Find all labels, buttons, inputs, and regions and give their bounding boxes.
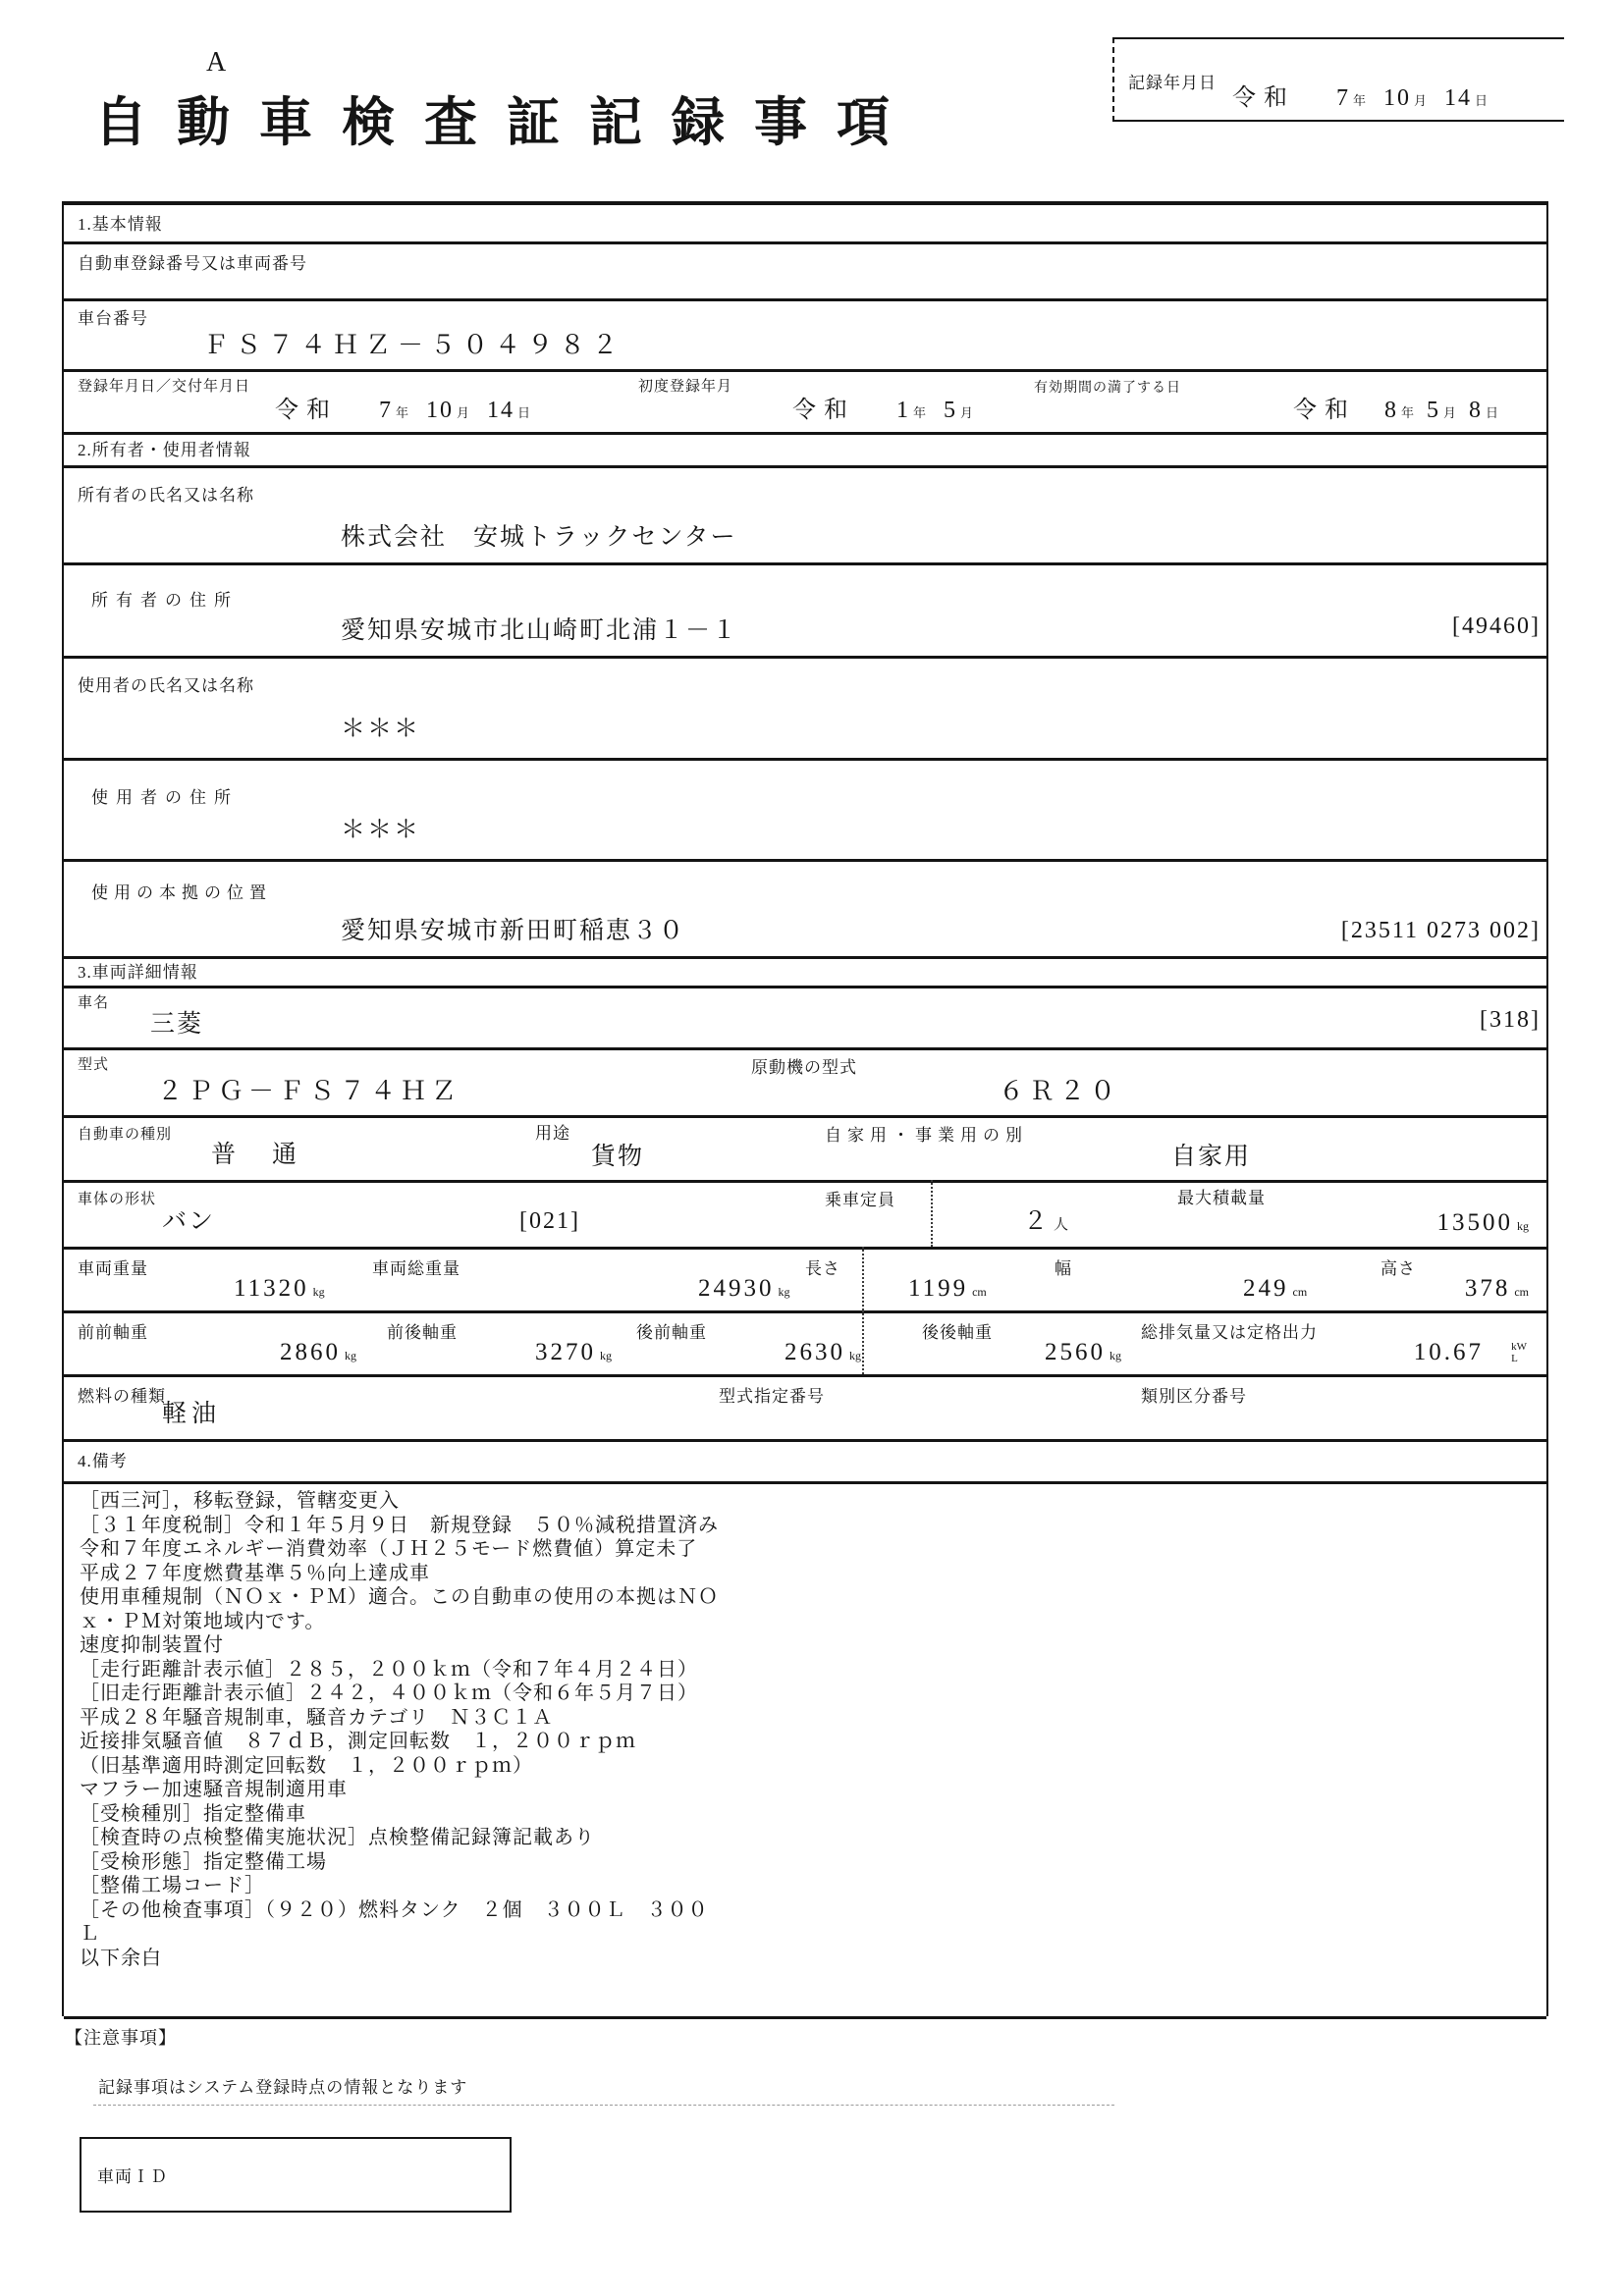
record-day: 14: [1444, 85, 1473, 111]
engine-model-value: ６Ｒ２０: [999, 1077, 1121, 1105]
row-fuel-type: [64, 1374, 1546, 1442]
height-label: 高さ: [1380, 1259, 1416, 1278]
remark-line: ［検査時の点検整備実施状況］点検整備記録簿記載あり: [80, 1827, 595, 1848]
year-unit: 年: [1353, 93, 1367, 108]
fuel-type-value: 軽油: [162, 1401, 222, 1427]
user-name-value: ＊＊＊: [341, 716, 421, 742]
record-month: 10: [1383, 85, 1412, 111]
axle-front-front-value: 2860 kg: [280, 1339, 356, 1365]
kg-unit: kg: [312, 1285, 325, 1299]
row-base-location: [64, 859, 1546, 959]
capacity-label: 乗車定員: [825, 1191, 895, 1209]
axle-front-rear-value: 3270 kg: [535, 1339, 612, 1365]
remark-line: 令和７年度エネルギー消費効率（ＪＨ２５モード燃費値）算定未了: [80, 1538, 698, 1560]
first-registration-label: 初度登録年月: [638, 379, 733, 395]
kg-unit: kg: [1110, 1349, 1121, 1362]
section1-title: 1.基本情報: [78, 215, 163, 234]
vehicle-id-label: 車両ＩＤ: [97, 2167, 168, 2186]
day-unit: 日: [1486, 405, 1499, 420]
axle-rear-front-value: 2630 kg: [785, 1339, 861, 1365]
remark-line: ｘ・ＰＭ対策地域内です。: [80, 1610, 326, 1632]
first-reg-year: 1: [896, 398, 910, 423]
remark-line: ［走行距離計表示値］２８５，２００ｋｍ（令和７年４月２４日）: [80, 1658, 698, 1681]
use-label: 用途: [535, 1124, 570, 1143]
axle-front-rear-label: 前後軸重: [387, 1323, 458, 1342]
vehicle-name-code: [318]: [1480, 1007, 1541, 1033]
owner-address-value: 愛知県安城市北山崎町北浦１－１: [341, 617, 739, 644]
row-owner-address: [64, 562, 1546, 659]
day-unit: 日: [1475, 93, 1489, 108]
remarks-text: [80, 1489, 719, 1970]
page-corner-mark: A: [206, 47, 227, 78]
expiry-date-label: 有効期間の満了する日: [1034, 381, 1181, 396]
remark-line: ［整備工場コード］: [80, 1875, 265, 1896]
private-business-label: 自家用・事業用の別: [825, 1126, 1028, 1145]
remark-line: マフラー加速騒音規制適用車: [80, 1779, 348, 1800]
cm-unit: cm: [1292, 1285, 1308, 1299]
section3-title: 3.車両詳細情報: [78, 963, 198, 982]
axle-rear-front-label: 後前軸重: [636, 1323, 707, 1342]
vehicle-name-label: 車名: [78, 995, 110, 1011]
type-approval-label: 型式指定番号: [719, 1387, 825, 1406]
length-value: 1199 cm: [908, 1275, 987, 1302]
width-value: 249 cm: [1243, 1275, 1308, 1302]
scan-artifact-line: [93, 2105, 1114, 2106]
remark-line: 使用車種規制（ＮＯｘ・ＰＭ）適合。この自動車の使用の本拠はＮＯ: [80, 1586, 719, 1608]
section4-title: 4.備考: [78, 1452, 128, 1470]
model-label: 型式: [78, 1057, 110, 1073]
reg-month: 10: [426, 398, 455, 423]
remark-line: 近接排気騒音値 ８７ｄＢ，測定回転数 １，２００ｒｐｍ: [80, 1731, 636, 1752]
kg-unit: kg: [600, 1349, 612, 1362]
row-category-use: [64, 1115, 1546, 1183]
row-owner-name: [64, 465, 1546, 565]
remark-line: Ｌ: [80, 1923, 100, 1945]
month-unit: 月: [960, 405, 974, 420]
year-unit: 年: [913, 405, 927, 420]
remarks-box: [64, 1481, 1546, 2019]
record-date-label: 記録年月日: [1128, 74, 1217, 92]
capacity-value: ２ 人: [1023, 1208, 1069, 1235]
section-header-vehicle: [64, 956, 1546, 988]
month-unit: 月: [457, 405, 470, 420]
dotted-separator: [862, 1310, 864, 1374]
base-location-code: [23511 0273 002]: [1340, 918, 1541, 943]
expiry-date-value: [1293, 390, 1498, 424]
kg-unit: kg: [345, 1349, 356, 1362]
body-shape-label: 車体の形状: [78, 1192, 157, 1207]
max-load-value: 13500 kg: [1436, 1209, 1529, 1236]
fuel-type-label: 燃料の種類: [78, 1387, 166, 1406]
remark-line: ［受検種別］指定整備車: [80, 1802, 306, 1825]
cm-unit: cm: [972, 1285, 987, 1299]
user-address-label: 使用者の住所: [91, 788, 239, 807]
record-table: [62, 201, 1548, 2016]
cm-unit: cm: [1514, 1285, 1529, 1299]
record-date-value: [1232, 78, 1488, 112]
kg-unit: kg: [849, 1349, 861, 1362]
kw-liter-unit: kW L: [1511, 1340, 1527, 1364]
vehicle-category-label: 自動車の種別: [78, 1127, 173, 1143]
model-value: ２ＰＧ－ＦＳ７４ＨＺ: [157, 1077, 462, 1105]
first-registration-value: [792, 390, 973, 424]
vehicle-id-box: [80, 2137, 512, 2213]
displacement-label: 総排気量又は定格出力: [1141, 1323, 1318, 1342]
remark-line: ［その他検査事項］（９２０）燃料タンク ２個 ３００Ｌ ３００: [80, 1898, 709, 1921]
base-location-value: 愛知県安城市新田町稲恵３０: [341, 918, 686, 944]
base-location-label: 使用の本拠の位置: [91, 883, 272, 902]
persons-unit: 人: [1054, 1217, 1069, 1233]
row-registration-dates: [64, 369, 1546, 435]
dotted-separator: [862, 1247, 864, 1310]
vehicle-weight-label: 車両重量: [78, 1259, 148, 1278]
record-year: 7: [1336, 85, 1350, 111]
day-unit: 日: [517, 405, 531, 420]
remark-line: 平成２７年度燃費基準５％向上達成車: [80, 1562, 430, 1584]
gross-weight-label: 車両総重量: [372, 1259, 460, 1278]
row-model: [64, 1047, 1546, 1118]
row-registration-number: [64, 241, 1546, 301]
notice-heading: 【注意事項】: [65, 2028, 177, 2048]
private-business-value: 自家用: [1171, 1144, 1252, 1170]
section-header-owner: [64, 432, 1546, 468]
row-user-name: [64, 656, 1546, 761]
registration-date-value: [275, 390, 530, 424]
vehicle-category-value: 普 通: [211, 1142, 303, 1168]
year-unit: 年: [1401, 405, 1415, 420]
era-label: 令和: [792, 398, 855, 423]
row-chassis-number: [64, 298, 1546, 372]
row-user-address: [64, 758, 1546, 862]
row-weights-dimensions: [64, 1247, 1546, 1313]
era-label: 令和: [1293, 398, 1356, 423]
remark-line: 以下余白: [80, 1947, 162, 1969]
owner-name-label: 所有者の氏名又は名称: [78, 486, 254, 505]
month-unit: 月: [1414, 93, 1428, 108]
section2-title: 2.所有者・使用者情報: [78, 441, 251, 459]
vehicle-weight-value: 11320 kg: [234, 1275, 325, 1302]
axle-rear-rear-value: 2560 kg: [1045, 1339, 1121, 1365]
row-axle-weights: [64, 1310, 1546, 1377]
era-label: 令和: [275, 398, 338, 423]
body-shape-code: [021]: [519, 1208, 580, 1234]
record-date-box: [1112, 37, 1564, 122]
width-label: 幅: [1055, 1259, 1072, 1278]
vehicle-name-value: 三菱: [150, 1011, 204, 1038]
expiry-day: 8: [1469, 398, 1484, 423]
body-shape-value: バン: [162, 1208, 216, 1235]
engine-model-label: 原動機の型式: [751, 1058, 857, 1077]
expiry-month: 5: [1427, 398, 1441, 423]
registration-date-label: 登録年月日／交付年月日: [78, 379, 251, 395]
remark-line: ［西三河］，移転登録，管轄変更入: [80, 1490, 400, 1512]
gross-weight-value: 24930 kg: [698, 1275, 790, 1302]
reg-year: 7: [379, 398, 393, 423]
remark-line: ［３１年度税制］令和１年５月９日 新規登録 ５０％減税措置済み: [80, 1514, 719, 1536]
chassis-number-value: ＦＳ７４ＨＺ－５０４９８２: [203, 331, 625, 359]
row-vehicle-name: [64, 986, 1546, 1050]
owner-name-value: 株式会社 安城トラックセンター: [341, 524, 737, 551]
reg-day: 14: [487, 398, 515, 423]
displacement-value: 10.67: [1413, 1339, 1484, 1365]
year-unit: 年: [396, 405, 409, 420]
max-load-label: 最大積載量: [1177, 1189, 1266, 1207]
use-value: 貨物: [591, 1144, 645, 1170]
remark-line: 速度抑制装置付: [80, 1634, 224, 1656]
kg-unit: kg: [778, 1285, 790, 1299]
axle-front-front-label: 前前軸重: [78, 1323, 148, 1342]
section-header-remarks: [64, 1439, 1546, 1484]
first-reg-month: 5: [944, 398, 958, 423]
dotted-separator: [931, 1180, 933, 1247]
document-title: 自動車検査証記録事項: [94, 93, 919, 152]
user-address-value: ＊＊＊: [341, 817, 421, 843]
expiry-year: 8: [1384, 398, 1398, 423]
row-body-shape: [64, 1180, 1546, 1250]
owner-address-label: 所有者の住所: [91, 591, 239, 610]
chassis-number-label: 車台番号: [78, 309, 148, 328]
notice-text: 記録事項はシステム登録時点の情報となります: [98, 2078, 468, 2097]
remark-line: 平成２８年騒音規制車，騒音カテゴリ Ｎ３Ｃ１Ａ: [80, 1706, 554, 1729]
registration-number-label: 自動車登録番号又は車両番号: [78, 254, 307, 273]
length-label: 長さ: [805, 1259, 840, 1278]
remark-line: ［受検形態］指定整備工場: [80, 1850, 327, 1873]
month-unit: 月: [1443, 405, 1457, 420]
remark-line: ［旧走行距離計表示値］２４２，４００ｋｍ（令和６年５月７日）: [80, 1682, 698, 1704]
era-label: 令和: [1232, 85, 1295, 111]
user-name-label: 使用者の氏名又は名称: [78, 676, 254, 695]
section-header-basic: [64, 205, 1546, 244]
height-value: 378 cm: [1464, 1275, 1529, 1302]
owner-address-code: [49460]: [1452, 614, 1541, 639]
class-number-label: 類別区分番号: [1141, 1387, 1247, 1406]
axle-rear-rear-label: 後後軸重: [922, 1323, 993, 1342]
kg-unit: kg: [1517, 1219, 1529, 1233]
remark-line: （旧基準適用時測定回転数 １，２００ｒｐｍ）: [80, 1754, 533, 1777]
